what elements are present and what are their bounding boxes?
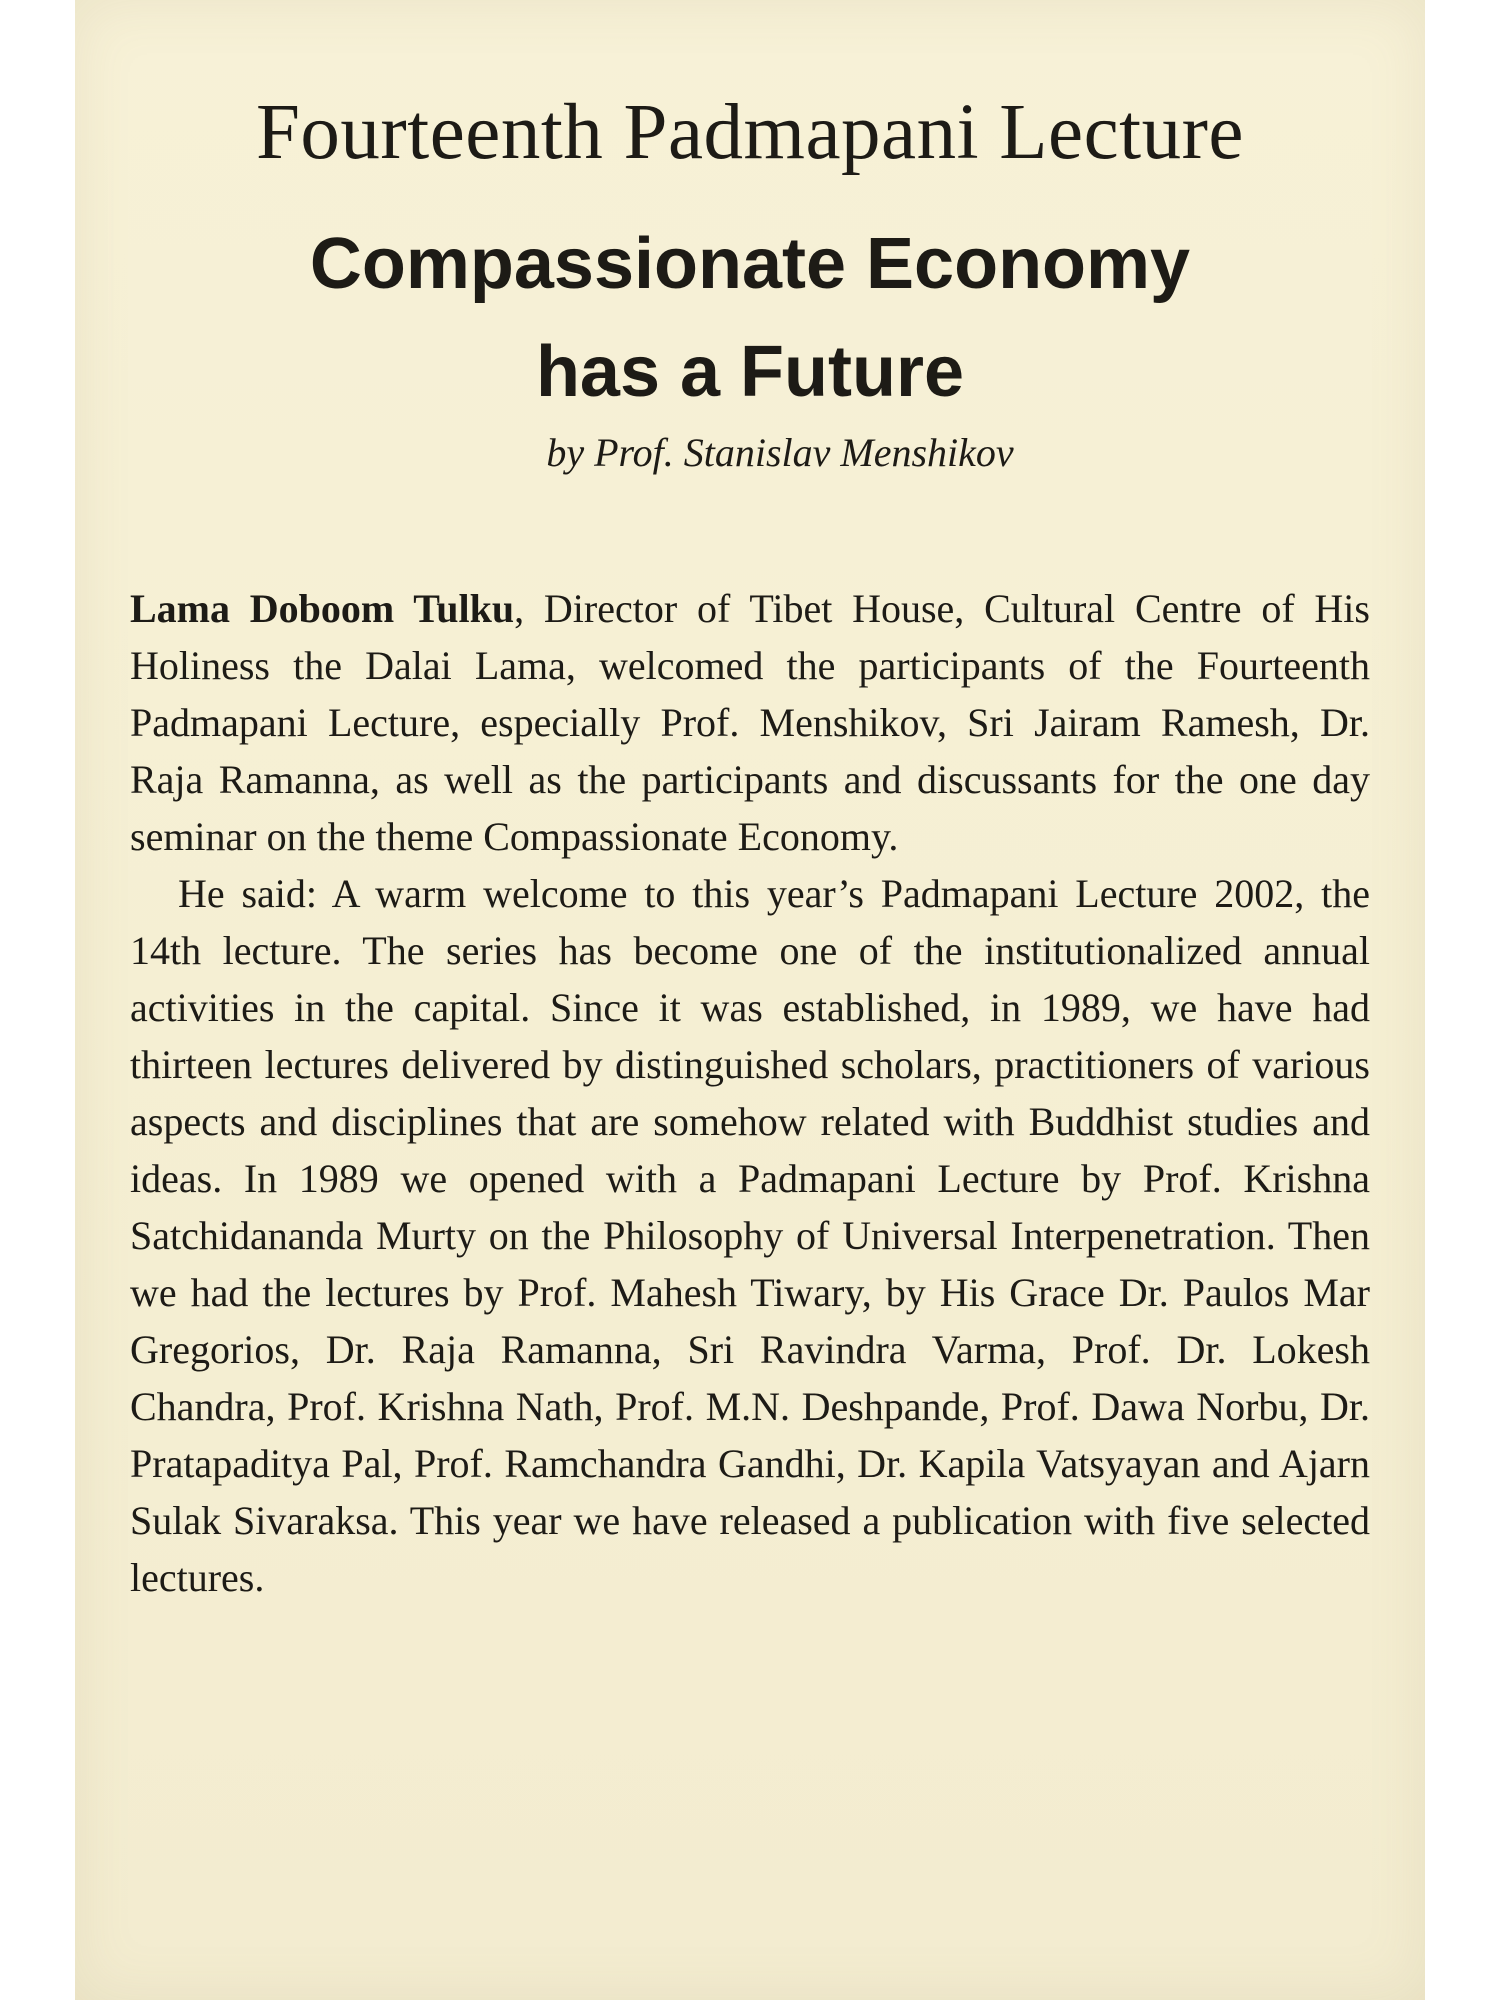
body-text [130,580,1370,1606]
lecture-title: Fourteenth Padmapani Lecture [256,89,1244,176]
speaker-name: Lama Doboom Tulku [130,586,515,631]
paragraph-2: He said: A warm welcome to this year’s Padmapani Lecture 2002, the 14th lecture. The series has become one of the institutionalized annual activities in the capital. Since it was established, in 1989, we have had thirteen lectures delivered by distinguished scholars, practitioners of various aspects and disciplines that are somehow related with Buddhist studies and ideas. In 1989 we opened with a Padmapani Lecture by Prof. Krishna Satchidananda Murty on the Philosophy of Universal Interpenetration. Then we had the lectures by Prof. Mahesh Tiwary, by His Grace Dr. Paulos Mar Gregorios, Dr. Raja Ramanna, Sri Ravindra Varma, Prof. Dr. Lokesh Chandra, Prof. Krishna Nath, Prof. M.N. Deshpande, Prof. Dawa Norbu, Dr. Pratapaditya Pal, Prof. Ramchandra Gandhi, Dr. Kapila Vatsyayan and Ajarn Sulak Sivaraksa. This year we have released a publication with five selected lectures. [130,871,1370,1600]
book-page [75,0,1425,2000]
author-byline: by Prof. Stanislav Menshikov [546,430,1014,475]
paragraph-1 [130,580,1370,865]
paragraph-1-text: , Director of Tibet House, Cultural Centre of His Holiness the Dalai Lama, welcomed the participants of the Fourteenth Padmapani Lecture, especially Prof. Menshikov, Sri Jairam Ramesh, Dr. Raja Ramanna, as well as the participants and discussants for the one day seminar on the theme Compassionate Economy. [130,586,1370,859]
main-title-line-1: Compassionate Economy [309,224,1191,304]
page-content [130,78,1370,1606]
main-title [130,210,1370,426]
main-title-line-2: has a Future [535,332,965,412]
